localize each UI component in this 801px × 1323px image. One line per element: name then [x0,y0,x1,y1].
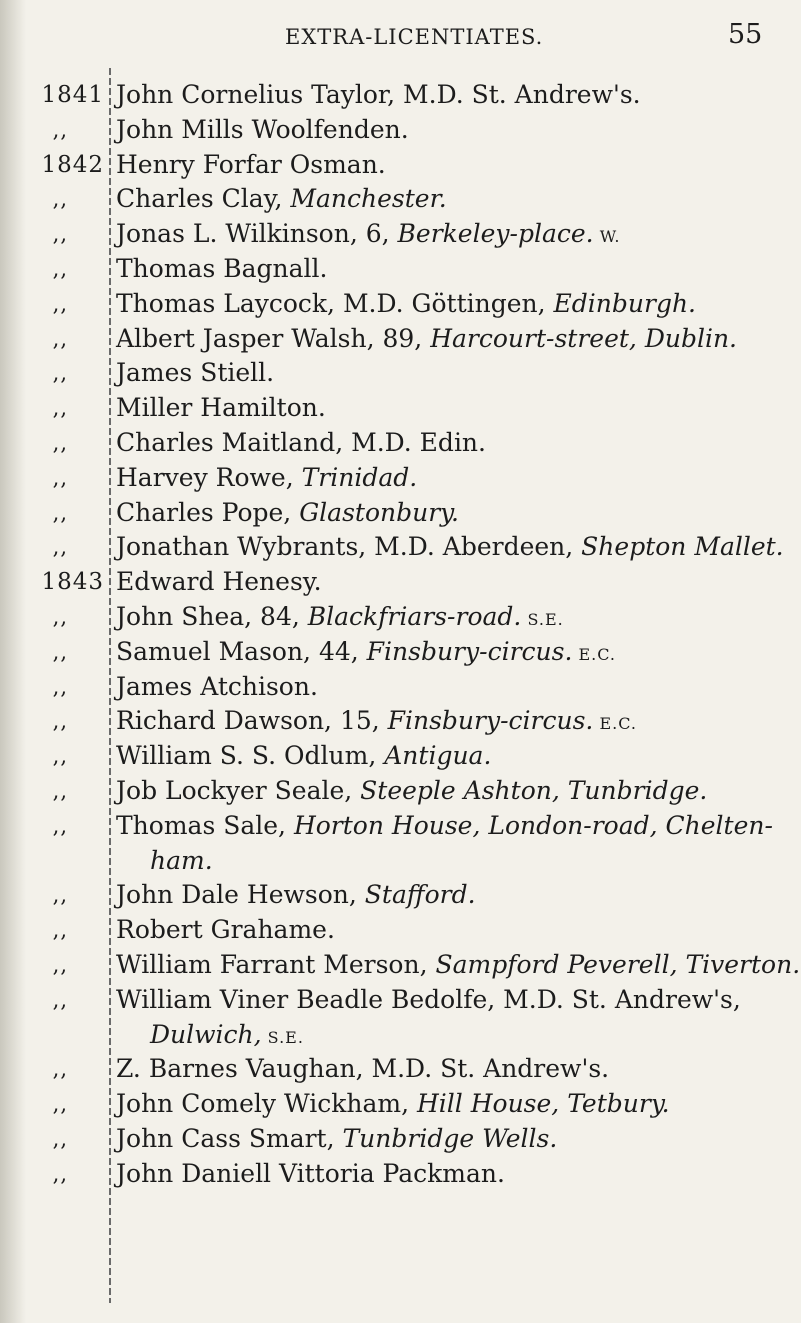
entry-row [0,530,801,565]
entry-name: William Farrant Merson, [116,949,436,979]
entry-name: John Shea, 84, [116,601,308,631]
entry-name: Thomas Laycock, M.D. Göttingen, [116,288,554,318]
entry-place: Tunbridge Wells. [342,1123,558,1153]
entry-row [0,391,801,426]
entry-continuation [0,844,801,879]
entry-row [0,426,801,461]
entry-row [0,113,801,148]
entry-text [116,496,459,530]
entry-place: Edinburgh. [553,288,697,318]
ditto-mark: ,, [52,674,68,699]
entry-name: James Stiell. [116,358,275,388]
entry-name: Albert Jasper Walsh, 89, [116,323,431,353]
entry-name: Jonathan Wybrants, M.D. Aberdeen, [116,532,582,562]
ditto-mark: ,, [52,256,68,281]
ditto-mark: ,, [52,883,68,908]
entry-name: Charles Maitland, M.D. Edin. [116,427,486,457]
ditto-mark: ,, [52,291,68,316]
ditto-mark: ,, [52,187,68,212]
entry-row [0,704,801,739]
ditto-mark: ,, [52,813,68,838]
entry-place: Dulwich, [150,1019,262,1049]
entry-name: Charles Pope, [116,497,300,527]
entry-name: John Comely Wickham, [116,1089,417,1119]
entry-text [116,530,784,564]
entry-text [116,704,637,741]
entry-row [0,983,801,1018]
entry-place: Horton House, London-road, Chelten- [293,810,773,840]
ditto-mark: ,, [52,604,68,629]
entry-row [0,182,801,217]
entry-text [116,113,409,147]
entry-place: Finsbury-circus. [366,636,573,666]
entry-continuation [0,1018,801,1053]
ditto-mark: ,, [52,361,68,386]
entry-row [0,1122,801,1157]
entry-text [116,774,707,808]
entry-text [116,1157,505,1191]
entry-row [0,217,801,252]
entry-row [0,565,801,600]
entry-name: Henry Forfar Osman. [116,149,386,179]
ditto-mark: ,, [52,744,68,769]
ditto-mark: ,, [52,1057,68,1082]
entry-text [116,461,417,495]
entry-place: Berkeley-place. [397,219,594,249]
ditto-mark: ,, [52,326,68,351]
entry-row [0,1087,801,1122]
ditto-mark: ,, [52,396,68,421]
year-label: 1843 [41,569,104,596]
ditto-mark: ,, [52,1092,68,1117]
ditto-mark: ,, [52,535,68,560]
entry-text [116,739,491,773]
entry-text [116,322,737,356]
entry-row [0,252,801,287]
entry-text [116,287,696,321]
entry-name: Richard Dawson, 15, [116,706,388,736]
entry-row [0,948,801,983]
ditto-mark: ,, [52,918,68,943]
postal-district: S.E. [521,609,564,629]
entry-name: Robert Grahame. [116,915,335,945]
entry-name: John Cass Smart, [116,1123,343,1153]
ditto-mark: ,, [52,222,68,247]
entry-row [0,809,801,844]
entry-name: William S. S. Odlum, [116,741,385,771]
entry-row [0,356,801,391]
page-number: 55 [728,19,763,50]
entry-name: Edward Henesy. [116,567,322,597]
entry-text [116,670,318,704]
entry-text [116,600,564,637]
entry-text [116,565,322,599]
entry-text [150,1018,304,1055]
ditto-mark: ,, [52,778,68,803]
entry-text [116,148,386,182]
entry-name: Charles Clay, [116,184,291,214]
entry-row [0,739,801,774]
ditto-mark: ,, [52,987,68,1012]
entry-row [0,78,801,113]
entry-place: ham. [150,845,213,875]
entry-text [116,635,616,672]
postal-district: E.C. [593,714,637,734]
entry-text [150,844,213,878]
entry-name: Job Lockyer Seale, [116,775,361,805]
entry-row [0,461,801,496]
postal-district: E.C. [572,644,617,664]
entry-row [0,148,801,183]
ditto-mark: ,, [52,952,68,977]
entry-text [116,217,620,254]
entry-text [116,809,773,843]
ditto-mark: ,, [52,639,68,664]
entry-text [116,78,641,112]
entry-row [0,496,801,531]
entry-text [116,878,476,912]
entry-name: Harvey Rowe, [116,462,302,492]
entry-text [116,1122,557,1156]
entry-name: Miller Hamilton. [116,393,326,423]
entry-place: Shepton Mallet. [581,532,784,562]
licentiate-list [0,78,801,1192]
entry-row [0,1052,801,1087]
entry-place: Stafford. [364,880,476,910]
postal-district: W. [593,227,621,247]
postal-district: S.E. [261,1027,304,1047]
entry-row [0,670,801,705]
entry-name: Jonas L. Wilkinson, 6, [116,219,398,249]
entry-text [116,983,741,1017]
entry-text [116,252,327,286]
entry-name: John Dale Hewson, [116,880,365,910]
ditto-mark: ,, [52,465,68,490]
entry-name: James Atchison. [116,671,318,701]
running-head-title: EXTRA-LICENTIATES. [285,25,544,49]
entry-row [0,913,801,948]
year-label: 1841 [41,82,104,108]
entry-text [116,913,335,947]
entry-place: Finsbury-circus. [387,706,594,736]
entry-name: Z. Barnes Vaughan, M.D. St. Andrew's. [116,1054,610,1084]
entry-row [0,774,801,809]
entry-row [0,322,801,357]
entry-name: John Mills Woolfenden. [116,114,409,144]
ditto-mark: ,, [52,117,68,142]
entry-name: Thomas Bagnall. [116,253,328,283]
entry-place: Glastonbury. [299,497,459,527]
entry-row [0,600,801,635]
entry-row [0,1157,801,1192]
entry-place: Antigua. [384,741,492,771]
entry-name: Thomas Sale, [116,810,294,840]
entry-name: Samuel Mason, 44, [116,636,367,666]
entry-row [0,635,801,670]
year-label: 1842 [41,151,104,178]
entry-text [116,182,447,216]
entry-place: Blackfriars-road. [307,601,522,631]
entry-text [116,1052,609,1086]
ditto-mark: ,, [52,1161,68,1186]
entry-row [0,287,801,322]
ditto-mark: ,, [52,1126,68,1151]
entry-place: Harcourt-street, Dublin. [430,323,738,353]
entry-text [116,426,486,460]
entry-text [116,391,326,425]
entry-name: John Cornelius Taylor, M.D. St. Andrew's. [116,80,641,109]
ditto-mark: ,, [52,430,68,455]
running-head [0,19,801,52]
entry-place: Hill House, Tetbury. [416,1089,670,1119]
entry-name: John Daniell Vittoria Packman. [116,1158,505,1188]
entry-text [116,948,800,982]
entry-place: Sampford Peverell, Tiverton. [435,949,801,979]
entry-text [116,356,274,390]
ditto-mark: ,, [52,500,68,525]
ditto-mark: ,, [52,709,68,734]
entry-place: Trinidad. [301,462,418,492]
entry-row [0,878,801,913]
entry-name: William Viner Beadle Bedolfe, M.D. St. Andrew's, [116,984,741,1014]
entry-text [116,1087,670,1121]
entry-place: Manchester. [290,184,447,214]
entry-place: Steeple Ashton, Tunbridge. [360,775,708,805]
